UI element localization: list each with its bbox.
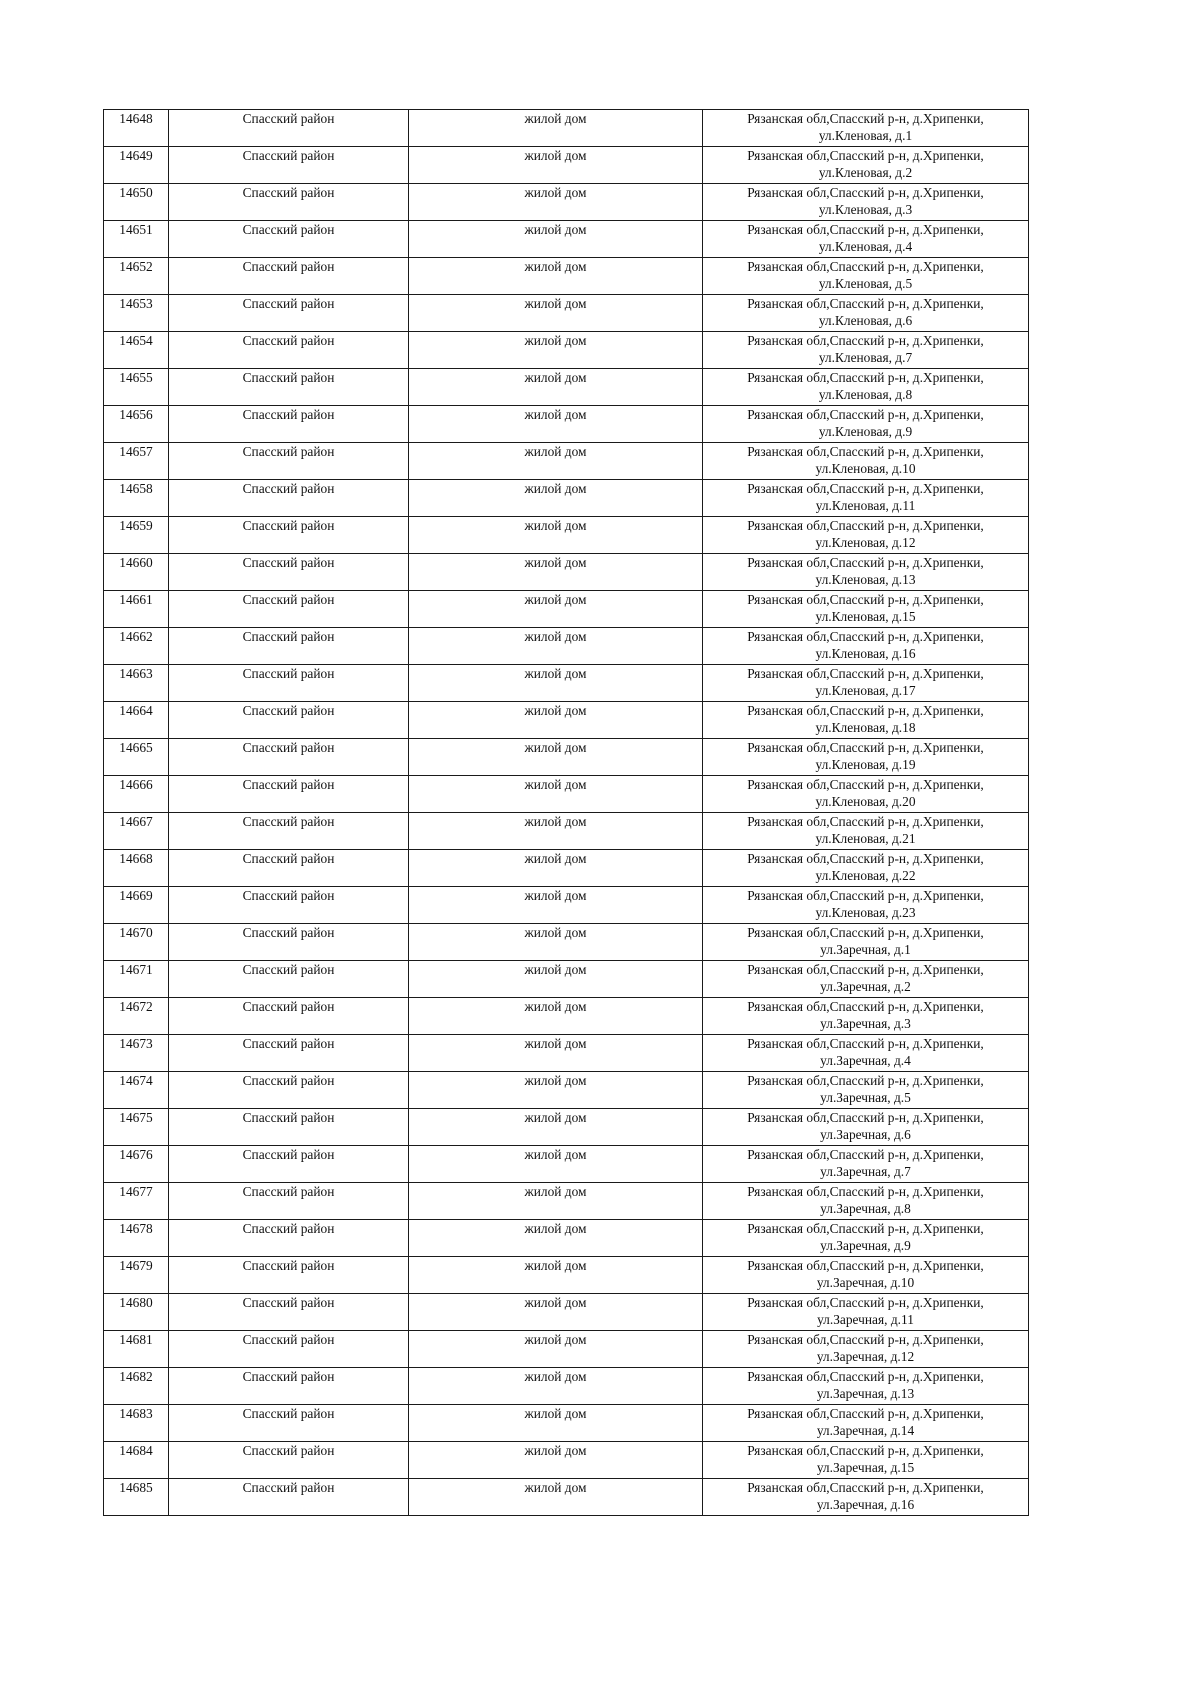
object-type-cell: жилой дом <box>409 184 703 221</box>
district-cell: Спасский район <box>169 258 409 295</box>
address-line-2: ул.Кленовая, д.15 <box>815 609 916 624</box>
record-number-cell: 14653 <box>104 295 169 332</box>
address-cell <box>703 591 1029 628</box>
district-cell: Спасский район <box>169 1294 409 1331</box>
table-row <box>104 1405 1029 1442</box>
address-line-2: ул.Заречная, д.8 <box>820 1201 911 1216</box>
address-line-1: Рязанская обл,Спасский р-н, д.Хрипенки, <box>747 1406 984 1421</box>
table-row <box>104 110 1029 147</box>
district-cell: Спасский район <box>169 1331 409 1368</box>
address-line-1: Рязанская обл,Спасский р-н, д.Хрипенки, <box>747 111 984 126</box>
record-number-cell: 14660 <box>104 554 169 591</box>
address-cell <box>703 887 1029 924</box>
address-line-2: ул.Заречная, д.6 <box>820 1127 911 1142</box>
object-type-cell: жилой дом <box>409 332 703 369</box>
record-number-cell: 14650 <box>104 184 169 221</box>
district-cell: Спасский район <box>169 1183 409 1220</box>
address-line-2: ул.Кленовая, д.5 <box>818 276 913 291</box>
record-number-cell: 14684 <box>104 1442 169 1479</box>
object-type-cell: жилой дом <box>409 591 703 628</box>
address-line-2: ул.Кленовая, д.7 <box>818 350 913 365</box>
address-cell <box>703 147 1029 184</box>
object-type-cell: жилой дом <box>409 1183 703 1220</box>
address-cell <box>703 1146 1029 1183</box>
district-cell: Спасский район <box>169 776 409 813</box>
table-row <box>104 1442 1029 1479</box>
address-cell <box>703 628 1029 665</box>
object-type-cell: жилой дом <box>409 813 703 850</box>
record-number-cell: 14681 <box>104 1331 169 1368</box>
address-line-2: ул.Кленовая, д.18 <box>815 720 916 735</box>
address-cell <box>703 1035 1029 1072</box>
record-number-cell: 14658 <box>104 480 169 517</box>
address-cell <box>703 1294 1029 1331</box>
address-line-2: ул.Заречная, д.14 <box>816 1423 915 1438</box>
object-type-cell: жилой дом <box>409 295 703 332</box>
table-row <box>104 665 1029 702</box>
address-line-2: ул.Кленовая, д.17 <box>815 683 916 698</box>
object-type-cell: жилой дом <box>409 924 703 961</box>
table-row <box>104 517 1029 554</box>
address-cell <box>703 813 1029 850</box>
address-cell <box>703 665 1029 702</box>
address-line-2: ул.Кленовая, д.4 <box>818 239 913 254</box>
district-cell: Спасский район <box>169 961 409 998</box>
record-number-cell: 14661 <box>104 591 169 628</box>
address-cell <box>703 1220 1029 1257</box>
address-line-2: ул.Заречная, д.7 <box>820 1164 911 1179</box>
address-line-2: ул.Заречная, д.11 <box>817 1312 914 1327</box>
address-line-1: Рязанская обл,Спасский р-н, д.Хрипенки, <box>747 1443 984 1458</box>
address-line-1: Рязанская обл,Спасский р-н, д.Хрипенки, <box>747 629 984 644</box>
address-cell <box>703 221 1029 258</box>
district-cell: Спасский район <box>169 813 409 850</box>
address-line-2: ул.Кленовая, д.8 <box>818 387 913 402</box>
table-row <box>104 961 1029 998</box>
object-type-cell: жилой дом <box>409 1331 703 1368</box>
record-number-cell: 14669 <box>104 887 169 924</box>
address-cell <box>703 406 1029 443</box>
record-number-cell: 14674 <box>104 1072 169 1109</box>
address-cell <box>703 1368 1029 1405</box>
record-number-cell: 14670 <box>104 924 169 961</box>
address-cell <box>703 1442 1029 1479</box>
table-row <box>104 998 1029 1035</box>
record-number-cell: 14676 <box>104 1146 169 1183</box>
address-line-1: Рязанская обл,Спасский р-н, д.Хрипенки, <box>747 962 984 977</box>
address-line-1: Рязанская обл,Спасский р-н, д.Хрипенки, <box>747 999 984 1014</box>
record-number-cell: 14679 <box>104 1257 169 1294</box>
object-type-cell: жилой дом <box>409 1368 703 1405</box>
record-number-cell: 14654 <box>104 332 169 369</box>
address-line-1: Рязанская обл,Спасский р-н, д.Хрипенки, <box>747 555 984 570</box>
address-cell <box>703 1257 1029 1294</box>
address-line-2: ул.Кленовая, д.13 <box>815 572 916 587</box>
address-line-2: ул.Кленовая, д.11 <box>815 498 916 513</box>
table-row <box>104 1220 1029 1257</box>
address-line-1: Рязанская обл,Спасский р-н, д.Хрипенки, <box>747 222 984 237</box>
record-number-cell: 14648 <box>104 110 169 147</box>
table-row <box>104 924 1029 961</box>
address-line-1: Рязанская обл,Спасский р-н, д.Хрипенки, <box>747 1295 984 1310</box>
object-type-cell: жилой дом <box>409 1072 703 1109</box>
table-row <box>104 184 1029 221</box>
table-row <box>104 1035 1029 1072</box>
object-type-cell: жилой дом <box>409 665 703 702</box>
district-cell: Спасский район <box>169 369 409 406</box>
address-cell <box>703 295 1029 332</box>
record-number-cell: 14675 <box>104 1109 169 1146</box>
record-number-cell: 14664 <box>104 702 169 739</box>
district-cell: Спасский район <box>169 924 409 961</box>
table-row <box>104 369 1029 406</box>
address-line-1: Рязанская обл,Спасский р-н, д.Хрипенки, <box>747 666 984 681</box>
district-cell: Спасский район <box>169 332 409 369</box>
district-cell: Спасский район <box>169 1072 409 1109</box>
address-cell <box>703 110 1029 147</box>
address-line-2: ул.Кленовая, д.19 <box>815 757 916 772</box>
address-line-2: ул.Кленовая, д.9 <box>818 424 913 439</box>
table-row <box>104 147 1029 184</box>
address-line-1: Рязанская обл,Спасский р-н, д.Хрипенки, <box>747 1332 984 1347</box>
record-number-cell: 14655 <box>104 369 169 406</box>
table-row <box>104 332 1029 369</box>
address-line-1: Рязанская обл,Спасский р-н, д.Хрипенки, <box>747 444 984 459</box>
address-line-2: ул.Заречная, д.12 <box>816 1349 915 1364</box>
address-cell <box>703 480 1029 517</box>
table-row <box>104 1331 1029 1368</box>
object-type-cell: жилой дом <box>409 1220 703 1257</box>
district-cell: Спасский район <box>169 406 409 443</box>
record-number-cell: 14656 <box>104 406 169 443</box>
district-cell: Спасский район <box>169 739 409 776</box>
address-line-1: Рязанская обл,Спасский р-н, д.Хрипенки, <box>747 1480 984 1495</box>
address-line-2: ул.Кленовая, д.16 <box>815 646 916 661</box>
record-number-cell: 14652 <box>104 258 169 295</box>
address-line-2: ул.Заречная, д.15 <box>816 1460 915 1475</box>
address-line-1: Рязанская обл,Спасский р-н, д.Хрипенки, <box>747 851 984 866</box>
district-cell: Спасский район <box>169 887 409 924</box>
address-line-2: ул.Заречная, д.4 <box>820 1053 911 1068</box>
district-cell: Спасский район <box>169 1442 409 1479</box>
object-type-cell: жилой дом <box>409 998 703 1035</box>
record-number-cell: 14667 <box>104 813 169 850</box>
table-row <box>104 295 1029 332</box>
address-line-1: Рязанская обл,Спасский р-н, д.Хрипенки, <box>747 259 984 274</box>
address-cell <box>703 776 1029 813</box>
address-line-2: ул.Кленовая, д.20 <box>815 794 916 809</box>
object-type-cell: жилой дом <box>409 369 703 406</box>
district-cell: Спасский район <box>169 517 409 554</box>
address-cell <box>703 998 1029 1035</box>
registry-table <box>103 109 1029 1516</box>
record-number-cell: 14671 <box>104 961 169 998</box>
address-line-2: ул.Заречная, д.16 <box>816 1497 915 1512</box>
object-type-cell: жилой дом <box>409 258 703 295</box>
table-row <box>104 1368 1029 1405</box>
object-type-cell: жилой дом <box>409 850 703 887</box>
address-cell <box>703 517 1029 554</box>
object-type-cell: жилой дом <box>409 406 703 443</box>
address-line-2: ул.Кленовая, д.22 <box>815 868 916 883</box>
address-line-1: Рязанская обл,Спасский р-н, д.Хрипенки, <box>747 407 984 422</box>
object-type-cell: жилой дом <box>409 702 703 739</box>
table-row <box>104 554 1029 591</box>
address-line-1: Рязанская обл,Спасский р-н, д.Хрипенки, <box>747 925 984 940</box>
record-number-cell: 14683 <box>104 1405 169 1442</box>
address-cell <box>703 443 1029 480</box>
record-number-cell: 14663 <box>104 665 169 702</box>
district-cell: Спасский район <box>169 221 409 258</box>
address-line-2: ул.Кленовая, д.2 <box>818 165 913 180</box>
object-type-cell: жилой дом <box>409 628 703 665</box>
address-cell <box>703 924 1029 961</box>
registry-table-body <box>104 110 1029 1516</box>
address-line-2: ул.Кленовая, д.21 <box>815 831 916 846</box>
address-line-2: ул.Кленовая, д.1 <box>818 128 913 143</box>
table-row <box>104 739 1029 776</box>
address-cell <box>703 739 1029 776</box>
address-line-1: Рязанская обл,Спасский р-н, д.Хрипенки, <box>747 1073 984 1088</box>
address-line-1: Рязанская обл,Спасский р-н, д.Хрипенки, <box>747 370 984 385</box>
address-cell <box>703 1479 1029 1516</box>
table-row <box>104 850 1029 887</box>
table-row <box>104 1146 1029 1183</box>
record-number-cell: 14677 <box>104 1183 169 1220</box>
address-line-1: Рязанская обл,Спасский р-н, д.Хрипенки, <box>747 814 984 829</box>
table-row <box>104 258 1029 295</box>
table-row <box>104 221 1029 258</box>
address-cell <box>703 184 1029 221</box>
address-cell <box>703 258 1029 295</box>
table-row <box>104 628 1029 665</box>
record-number-cell: 14657 <box>104 443 169 480</box>
object-type-cell: жилой дом <box>409 147 703 184</box>
address-line-1: Рязанская обл,Спасский р-н, д.Хрипенки, <box>747 1258 984 1273</box>
address-cell <box>703 554 1029 591</box>
address-cell <box>703 961 1029 998</box>
record-number-cell: 14672 <box>104 998 169 1035</box>
address-cell <box>703 332 1029 369</box>
address-cell <box>703 1405 1029 1442</box>
object-type-cell: жилой дом <box>409 221 703 258</box>
address-line-1: Рязанская обл,Спасский р-н, д.Хрипенки, <box>747 888 984 903</box>
object-type-cell: жилой дом <box>409 1109 703 1146</box>
table-row <box>104 1479 1029 1516</box>
table-row <box>104 1183 1029 1220</box>
address-line-2: ул.Кленовая, д.12 <box>815 535 916 550</box>
district-cell: Спасский район <box>169 295 409 332</box>
record-number-cell: 14649 <box>104 147 169 184</box>
address-line-2: ул.Заречная, д.3 <box>820 1016 911 1031</box>
district-cell: Спасский район <box>169 184 409 221</box>
record-number-cell: 14665 <box>104 739 169 776</box>
object-type-cell: жилой дом <box>409 1257 703 1294</box>
object-type-cell: жилой дом <box>409 1035 703 1072</box>
address-line-1: Рязанская обл,Спасский р-н, д.Хрипенки, <box>747 333 984 348</box>
record-number-cell: 14678 <box>104 1220 169 1257</box>
district-cell: Спасский район <box>169 850 409 887</box>
object-type-cell: жилой дом <box>409 1146 703 1183</box>
district-cell: Спасский район <box>169 110 409 147</box>
address-cell <box>703 702 1029 739</box>
address-cell <box>703 1331 1029 1368</box>
address-line-1: Рязанская обл,Спасский р-н, д.Хрипенки, <box>747 1110 984 1125</box>
address-cell <box>703 1072 1029 1109</box>
address-cell <box>703 1183 1029 1220</box>
district-cell: Спасский район <box>169 147 409 184</box>
object-type-cell: жилой дом <box>409 887 703 924</box>
object-type-cell: жилой дом <box>409 480 703 517</box>
district-cell: Спасский район <box>169 443 409 480</box>
address-cell <box>703 850 1029 887</box>
address-line-2: ул.Заречная, д.1 <box>820 942 911 957</box>
record-number-cell: 14659 <box>104 517 169 554</box>
object-type-cell: жилой дом <box>409 110 703 147</box>
table-row <box>104 443 1029 480</box>
record-number-cell: 14662 <box>104 628 169 665</box>
address-line-2: ул.Заречная, д.2 <box>820 979 911 994</box>
address-line-1: Рязанская обл,Спасский р-н, д.Хрипенки, <box>747 481 984 496</box>
district-cell: Спасский район <box>169 998 409 1035</box>
record-number-cell: 14682 <box>104 1368 169 1405</box>
address-line-1: Рязанская обл,Спасский р-н, д.Хрипенки, <box>747 1184 984 1199</box>
object-type-cell: жилой дом <box>409 739 703 776</box>
table-row <box>104 776 1029 813</box>
address-line-1: Рязанская обл,Спасский р-н, д.Хрипенки, <box>747 1369 984 1384</box>
object-type-cell: жилой дом <box>409 1442 703 1479</box>
record-number-cell: 14685 <box>104 1479 169 1516</box>
district-cell: Спасский район <box>169 1257 409 1294</box>
object-type-cell: жилой дом <box>409 443 703 480</box>
table-row <box>104 591 1029 628</box>
object-type-cell: жилой дом <box>409 1405 703 1442</box>
object-type-cell: жилой дом <box>409 776 703 813</box>
table-row <box>104 1257 1029 1294</box>
address-line-1: Рязанская обл,Спасский р-н, д.Хрипенки, <box>747 185 984 200</box>
address-line-2: ул.Заречная, д.9 <box>820 1238 911 1253</box>
object-type-cell: жилой дом <box>409 1479 703 1516</box>
district-cell: Спасский район <box>169 1405 409 1442</box>
record-number-cell: 14666 <box>104 776 169 813</box>
address-line-1: Рязанская обл,Спасский р-н, д.Хрипенки, <box>747 740 984 755</box>
address-line-2: ул.Кленовая, д.3 <box>818 202 913 217</box>
table-row <box>104 1109 1029 1146</box>
record-number-cell: 14680 <box>104 1294 169 1331</box>
address-line-1: Рязанская обл,Спасский р-н, д.Хрипенки, <box>747 1221 984 1236</box>
district-cell: Спасский район <box>169 665 409 702</box>
object-type-cell: жилой дом <box>409 1294 703 1331</box>
district-cell: Спасский район <box>169 702 409 739</box>
district-cell: Спасский район <box>169 628 409 665</box>
address-cell <box>703 369 1029 406</box>
district-cell: Спасский район <box>169 1109 409 1146</box>
address-cell <box>703 1109 1029 1146</box>
address-line-2: ул.Заречная, д.13 <box>816 1386 915 1401</box>
address-line-2: ул.Заречная, д.5 <box>820 1090 911 1105</box>
record-number-cell: 14673 <box>104 1035 169 1072</box>
object-type-cell: жилой дом <box>409 517 703 554</box>
table-row <box>104 887 1029 924</box>
object-type-cell: жилой дом <box>409 554 703 591</box>
object-type-cell: жилой дом <box>409 961 703 998</box>
district-cell: Спасский район <box>169 1035 409 1072</box>
district-cell: Спасский район <box>169 1479 409 1516</box>
district-cell: Спасский район <box>169 554 409 591</box>
table-row <box>104 1294 1029 1331</box>
record-number-cell: 14668 <box>104 850 169 887</box>
address-line-1: Рязанская обл,Спасский р-н, д.Хрипенки, <box>747 1036 984 1051</box>
record-number-cell: 14651 <box>104 221 169 258</box>
address-line-2: ул.Кленовая, д.6 <box>818 313 913 328</box>
address-line-2: ул.Кленовая, д.10 <box>815 461 916 476</box>
table-row <box>104 702 1029 739</box>
district-cell: Спасский район <box>169 591 409 628</box>
address-line-1: Рязанская обл,Спасский р-н, д.Хрипенки, <box>747 296 984 311</box>
address-line-2: ул.Заречная, д.10 <box>816 1275 915 1290</box>
address-line-1: Рязанская обл,Спасский р-н, д.Хрипенки, <box>747 1147 984 1162</box>
address-line-2: ул.Кленовая, д.23 <box>815 905 916 920</box>
district-cell: Спасский район <box>169 1146 409 1183</box>
table-row <box>104 813 1029 850</box>
address-line-1: Рязанская обл,Спасский р-н, д.Хрипенки, <box>747 148 984 163</box>
table-row <box>104 406 1029 443</box>
table-row <box>104 1072 1029 1109</box>
table-row <box>104 480 1029 517</box>
district-cell: Спасский район <box>169 1220 409 1257</box>
address-line-1: Рязанская обл,Спасский р-н, д.Хрипенки, <box>747 703 984 718</box>
district-cell: Спасский район <box>169 480 409 517</box>
address-line-1: Рязанская обл,Спасский р-н, д.Хрипенки, <box>747 518 984 533</box>
address-line-1: Рязанская обл,Спасский р-н, д.Хрипенки, <box>747 592 984 607</box>
district-cell: Спасский район <box>169 1368 409 1405</box>
address-line-1: Рязанская обл,Спасский р-н, д.Хрипенки, <box>747 777 984 792</box>
